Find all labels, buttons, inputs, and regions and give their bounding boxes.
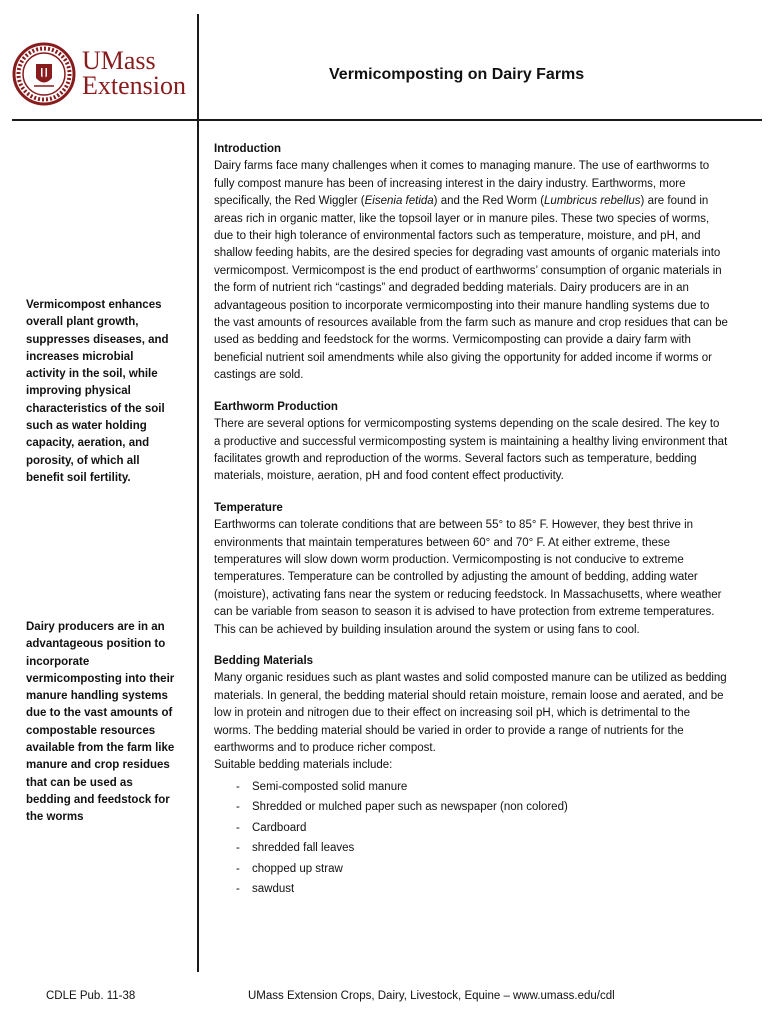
intro-paragraph: Dairy farms face many challenges when it comes to managing manure. The use of earthworms to fully compost manure has been of increasing interest in the dairy industry. Earthworms, more specifically, the Red Wiggler (Eisenia fetida) and the Red Worm (Lumbricus rebellus) are found in areas rich in organic matter, like the topsoil layer or in manure piles. These two species of worms, due to their high tolerance of environmental factors such as temperature, moisture, and pH, and shallow feeding habits, are the desired species for degrading vast amounts of organic materials into vermicompost. Vermicompost is the end product of earthworms’ consumption of organic materials in the form of nutrient rich “castings” and degraded bedding materials. Dairy producers are in an advantageous position to incorporate vermicomposting into their manure handling systems due to the vast amounts of resources available from the farm such as manure and crop residues that can be used as bedding and feedstock for the worms. Vermicomposting can provide a dairy farm with beneficial nutrient soil amendments while also giving the opportunity for added income if worms or castings are sold. bbox=[214, 160, 728, 382]
column-divider bbox=[197, 14, 199, 972]
section-bedding-materials bbox=[214, 653, 728, 900]
footer-publication-number: CDLE Pub. 11-38 bbox=[46, 990, 136, 1002]
logo-line-umass: UMass bbox=[82, 46, 156, 75]
list-item: - sawdust bbox=[214, 879, 728, 900]
footer-organization: UMass Extension Crops, Dairy, Livestock, Equine – www.umass.edu/cdl bbox=[248, 990, 615, 1002]
sidebar-pull-quote-2: Dairy producers are in an advantageous position to incorporate vermicomposting into their manure handling systems due to the vast amounts of compostable resources available from the farm like manure and crop residues that can be used as bedding and feedstock for the worms bbox=[26, 621, 175, 824]
species-red-wiggler: Eisenia fetida bbox=[364, 195, 434, 208]
heading-temperature: Temperature bbox=[214, 501, 283, 514]
heading-earthworm-production: Earthworm Production bbox=[214, 400, 338, 413]
list-item: - shredded fall leaves bbox=[214, 838, 728, 859]
header-divider bbox=[12, 119, 762, 121]
section-introduction bbox=[214, 141, 728, 385]
list-item: - Semi-composted solid manure bbox=[214, 777, 728, 798]
earthworm-paragraph: There are several options for vermicomposting systems depending on the scale desired. The key to a productive and successful vermicomposting system is maintaining a healthy living environment that facilitates growth and reproduction of the worms. Several factors such as temperature, bedding materials, moisture, aeration, pH and food content effect productivity. bbox=[214, 418, 728, 483]
species-red-worm: Lumbricus rebellus bbox=[544, 195, 641, 208]
bedding-paragraph: Many organic residues such as plant wastes and solid composted manure can be utilized as bedding materials. In general, the bedding material should retain moisture, remain loose and aerated, and be low in protein and nitrogen due to their effect on increasing soil pH, which is detrimental to the worms. The bedding material should be varied in order to provide a range of nutrients for the earthworms and to produce richer compost. bbox=[214, 672, 727, 754]
heading-introduction: Introduction bbox=[214, 143, 282, 155]
umass-seal-icon bbox=[12, 42, 76, 106]
list-item: - chopped up straw bbox=[214, 859, 728, 880]
document-title: Vermicomposting on Dairy Farms bbox=[329, 66, 585, 83]
section-temperature bbox=[214, 500, 728, 639]
logo-line-extension: Extension bbox=[82, 71, 186, 100]
section-earthworm-production bbox=[214, 399, 728, 486]
bedding-list-intro: Suitable bedding materials include: bbox=[214, 759, 393, 772]
list-item: - Shredded or mulched paper such as newspaper (non colored) bbox=[214, 797, 728, 818]
umass-extension-logo bbox=[12, 42, 196, 108]
sidebar-pull-quote-1: Vermicompost enhances overall plant growth, suppresses diseases, and increases microbial activity in the soil, while improving physical characteristics of the soil such as water holding capacity, aeration, and porosity, of which all benefit soil fertility. bbox=[26, 299, 169, 484]
bedding-list bbox=[214, 777, 728, 900]
heading-bedding-materials: Bedding Materials bbox=[214, 654, 314, 667]
main-content bbox=[214, 141, 728, 914]
list-item: - Cardboard bbox=[214, 818, 728, 839]
temperature-paragraph: Earthworms can tolerate conditions that are between 55° to 85° F. However, they best thrive in environments that maintain temperatures between 60° and 70° F. At either extreme, these temperatures will slow down worm production. Vermicomposting is not conducive to extreme temperatures. Temperature can be controlled by adjusting the amount of bedding, adding water (moisture), activating fans near the system or reducing feedstock. In Massachusetts, where weather can be variable from season to season it is advised to have protection from extreme temperatures. This can be achieved by building insulation around the system or using fans to cool. bbox=[214, 519, 722, 636]
